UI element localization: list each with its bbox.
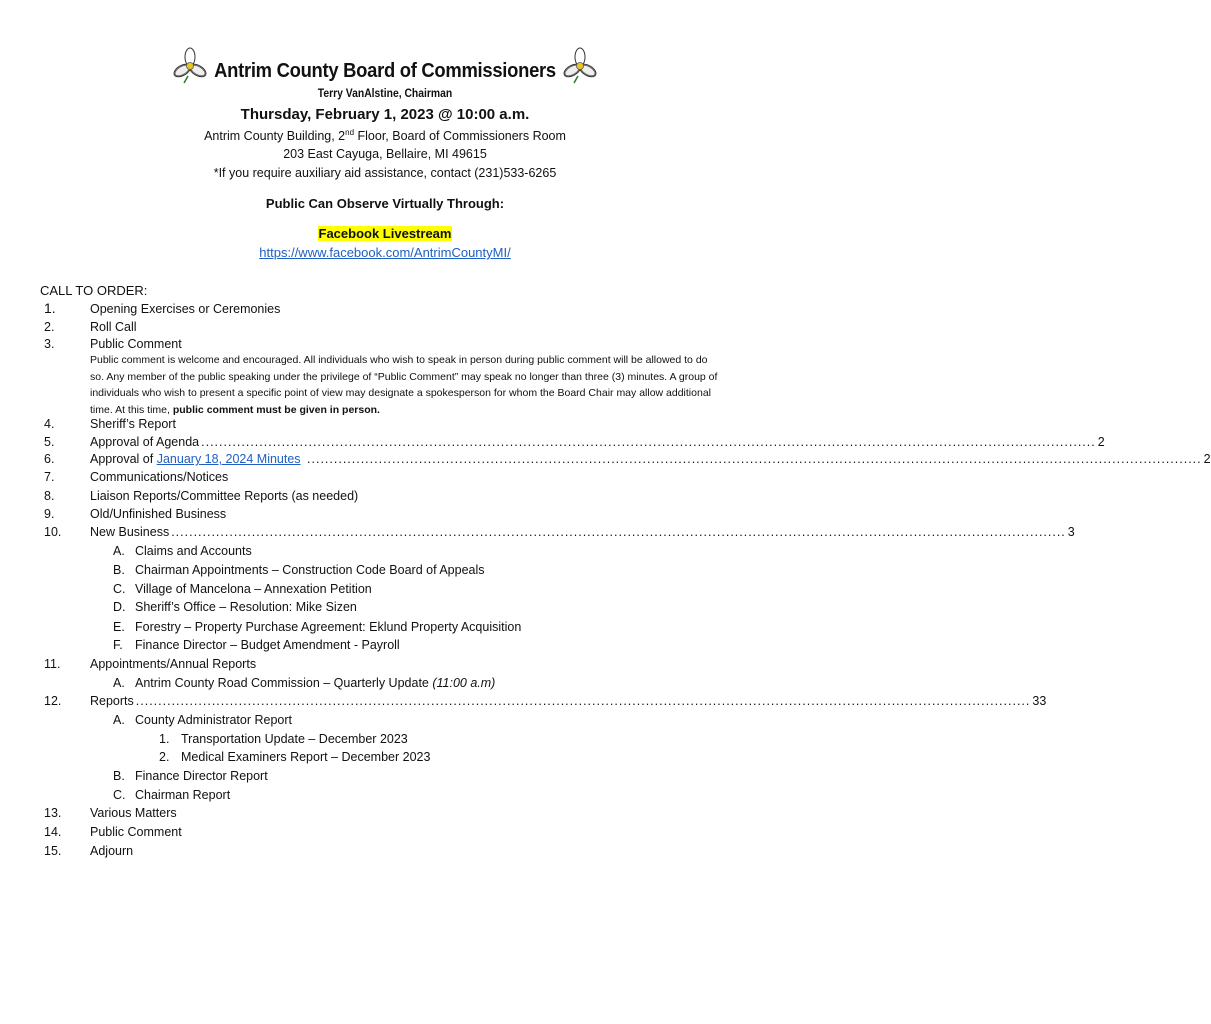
page-number: 33 bbox=[1032, 694, 1047, 708]
item-number: 11. bbox=[44, 657, 61, 671]
observe-heading: Public Can Observe Virtually Through: bbox=[265, 196, 505, 211]
item-label: Opening Exercises or Ceremonies bbox=[90, 302, 281, 316]
page-number: 2 bbox=[1203, 452, 1211, 466]
agenda-item bbox=[0, 657, 770, 675]
agenda-item bbox=[0, 320, 770, 338]
facebook-label: Facebook Livestream bbox=[318, 226, 452, 241]
item-label: Liaison Reports/Committee Reports (as needed) bbox=[90, 489, 359, 503]
item-label: Public Comment bbox=[90, 825, 182, 839]
item-number: 15. bbox=[44, 844, 62, 858]
dot-leader: ........................................................................................................................................................................................................ bbox=[201, 435, 1096, 449]
item-number: 10. bbox=[44, 525, 62, 539]
street-address: 203 East Cayuga, Bellaire, MI 49615 bbox=[283, 147, 487, 161]
item-number: 1. bbox=[44, 300, 56, 316]
agenda-page: Antrim County Board of Commissioners Terry VanAlstine, Chairman Thursday, February 1, 2023 @ 10:00 a.m. Antrim County Building, 2nd Floor, Board of Commissioners Room 203 East Cayuga, Bellaire, MI 49615 *If you require auxiliary aid assistance, contact (231)533-6265 Public Can Observe Virtually Through: Facebook Livestream https://www.facebook.com/AntrimCountyMI/ CALL TO ORDER: 1. Opening Exercises or Ceremonies 2. Roll Call 3. Public Comment Public comment is welcome and encouraged. All individuals who wish to speak in person during public comment will be allowed to do so. Any member of the public speaking under the privilege of “Public Comment” may speak no longer than three (3) minutes. A group of individuals who wish to present a specific point of view may designate a spokesperson for whom the Board Chair may allow additional time. At this time, public comment must be given in person. 4. Sheriff’s Report 5. Approval of Agenda ........................................................................................................................................................................................................ 2 6. Approval of January 18, 2024 Minutes ........................................................................................................................................................................................................ 2 7. Communications/Notices 8. Liaison Reports/Committee Reports (as needed) 9. Old/Unfinished Business 10. New Business ........................................................................................................................................................................................................ 3 A. Claims and Accounts B. Chairman Appointments – Construction Code Board of Appeals C. Village of Mancelona – Annexation Petition D. Sheriff’s Office – Resolution: Mike Sizen E. Forestry – Property Purchase Agreement: Eklund Property Acquisition F. Finance Director – Budget Amendment - Payroll 11. Appointments/Annual Reports A. Antrim County Road Commission – Quarterly Update (11:00 a.m) 12. Reports ........................................................................................................................................................................................................ 33 A. County Administrator Report 1. Transportation Update – December 2023 2. Medical Examiners Report – December 2023 B. Finance Director Report C. Chairman Report 13. Various Matters 14. Public Comment 15. Adjourn bbox=[0, 0, 770, 1024]
item-label: Adjourn bbox=[90, 844, 134, 858]
item-number: 9. bbox=[44, 507, 55, 521]
minutes-link[interactable]: January 18, 2024 Minutes bbox=[156, 452, 301, 466]
item-number: 3. bbox=[44, 337, 55, 351]
agenda-item bbox=[0, 489, 770, 507]
agenda-item bbox=[0, 302, 770, 320]
item-number: 6. bbox=[44, 452, 55, 466]
item-label: Approval of January 18, 2024 Minutes bbox=[90, 452, 301, 466]
location-line: Antrim County Building, 2nd Floor, Board of Commissioners Room bbox=[204, 128, 566, 144]
page-number: 2 bbox=[1097, 435, 1105, 449]
item-label: Approval of Agenda bbox=[90, 435, 200, 449]
item-number: 12. bbox=[44, 694, 62, 708]
agenda-item bbox=[0, 525, 1075, 543]
agenda-item bbox=[0, 507, 770, 525]
board-title: Antrim County Board of Commissioners bbox=[214, 60, 556, 82]
item-label: Reports bbox=[90, 694, 134, 708]
item-number: 5. bbox=[44, 435, 55, 449]
agenda-item bbox=[0, 806, 770, 824]
item-number: 2. bbox=[44, 320, 55, 334]
item-label: Appointments/Annual Reports bbox=[90, 657, 257, 671]
agenda-item bbox=[0, 694, 1047, 712]
item-number: 8. bbox=[44, 489, 55, 503]
toc-row bbox=[90, 525, 1075, 539]
item-number: 4. bbox=[44, 417, 55, 431]
aid-notice: *If you require auxiliary aid assistance, contact (231)533-6265 bbox=[213, 166, 557, 180]
dot-leader: ........................................................................................................................................................................................................ bbox=[135, 694, 1031, 708]
item-label: New Business bbox=[90, 525, 170, 539]
agenda-item bbox=[0, 417, 770, 435]
meeting-date: Thursday, February 1, 2023 @ 10:00 a.m. bbox=[240, 106, 530, 123]
item-number: 14. bbox=[44, 825, 62, 839]
agenda-item bbox=[0, 470, 770, 488]
item-label: Various Matters bbox=[90, 806, 177, 820]
public-comment-note: Public comment is welcome and encouraged. All individuals who wish to speak in person during public comment will be allowed to do so. Any member of the public speaking under the privilege of “Public Comment” may speak no longer than three (3) minutes. A group of individuals who wish to present a specific point of view may designate a spokesperson for whom the Board Chair may allow additional time. At this time, public comment must be given in person. bbox=[90, 354, 718, 416]
item-label: Public Comment bbox=[90, 337, 182, 351]
toc-row bbox=[90, 452, 1211, 466]
flower-icon bbox=[562, 48, 598, 84]
dot-leader: ........................................................................................................................................................................................................ bbox=[171, 525, 1066, 539]
facebook-link[interactable]: https://www.facebook.com/AntrimCountyMI/ bbox=[259, 245, 511, 260]
item-label: Communications/Notices bbox=[90, 470, 229, 484]
agenda-item bbox=[0, 825, 770, 843]
agenda-item bbox=[0, 435, 1105, 453]
call-to-order: CALL TO ORDER: bbox=[40, 283, 148, 298]
toc-row bbox=[90, 694, 1047, 708]
item-label: Old/Unfinished Business bbox=[90, 507, 227, 521]
agenda-item bbox=[0, 452, 1211, 470]
item-number: 13. bbox=[44, 806, 62, 820]
toc-row bbox=[90, 435, 1105, 449]
item-number: 7. bbox=[44, 470, 55, 484]
item-label: Sheriff’s Report bbox=[90, 417, 176, 431]
dot-leader: ........................................................................................................................................................................................................ bbox=[302, 452, 1202, 466]
agenda-item bbox=[0, 844, 770, 862]
page-number: 3 bbox=[1067, 525, 1075, 539]
chairman-line: Terry VanAlstine, Chairman bbox=[317, 88, 453, 100]
item-label: Roll Call bbox=[90, 320, 137, 334]
